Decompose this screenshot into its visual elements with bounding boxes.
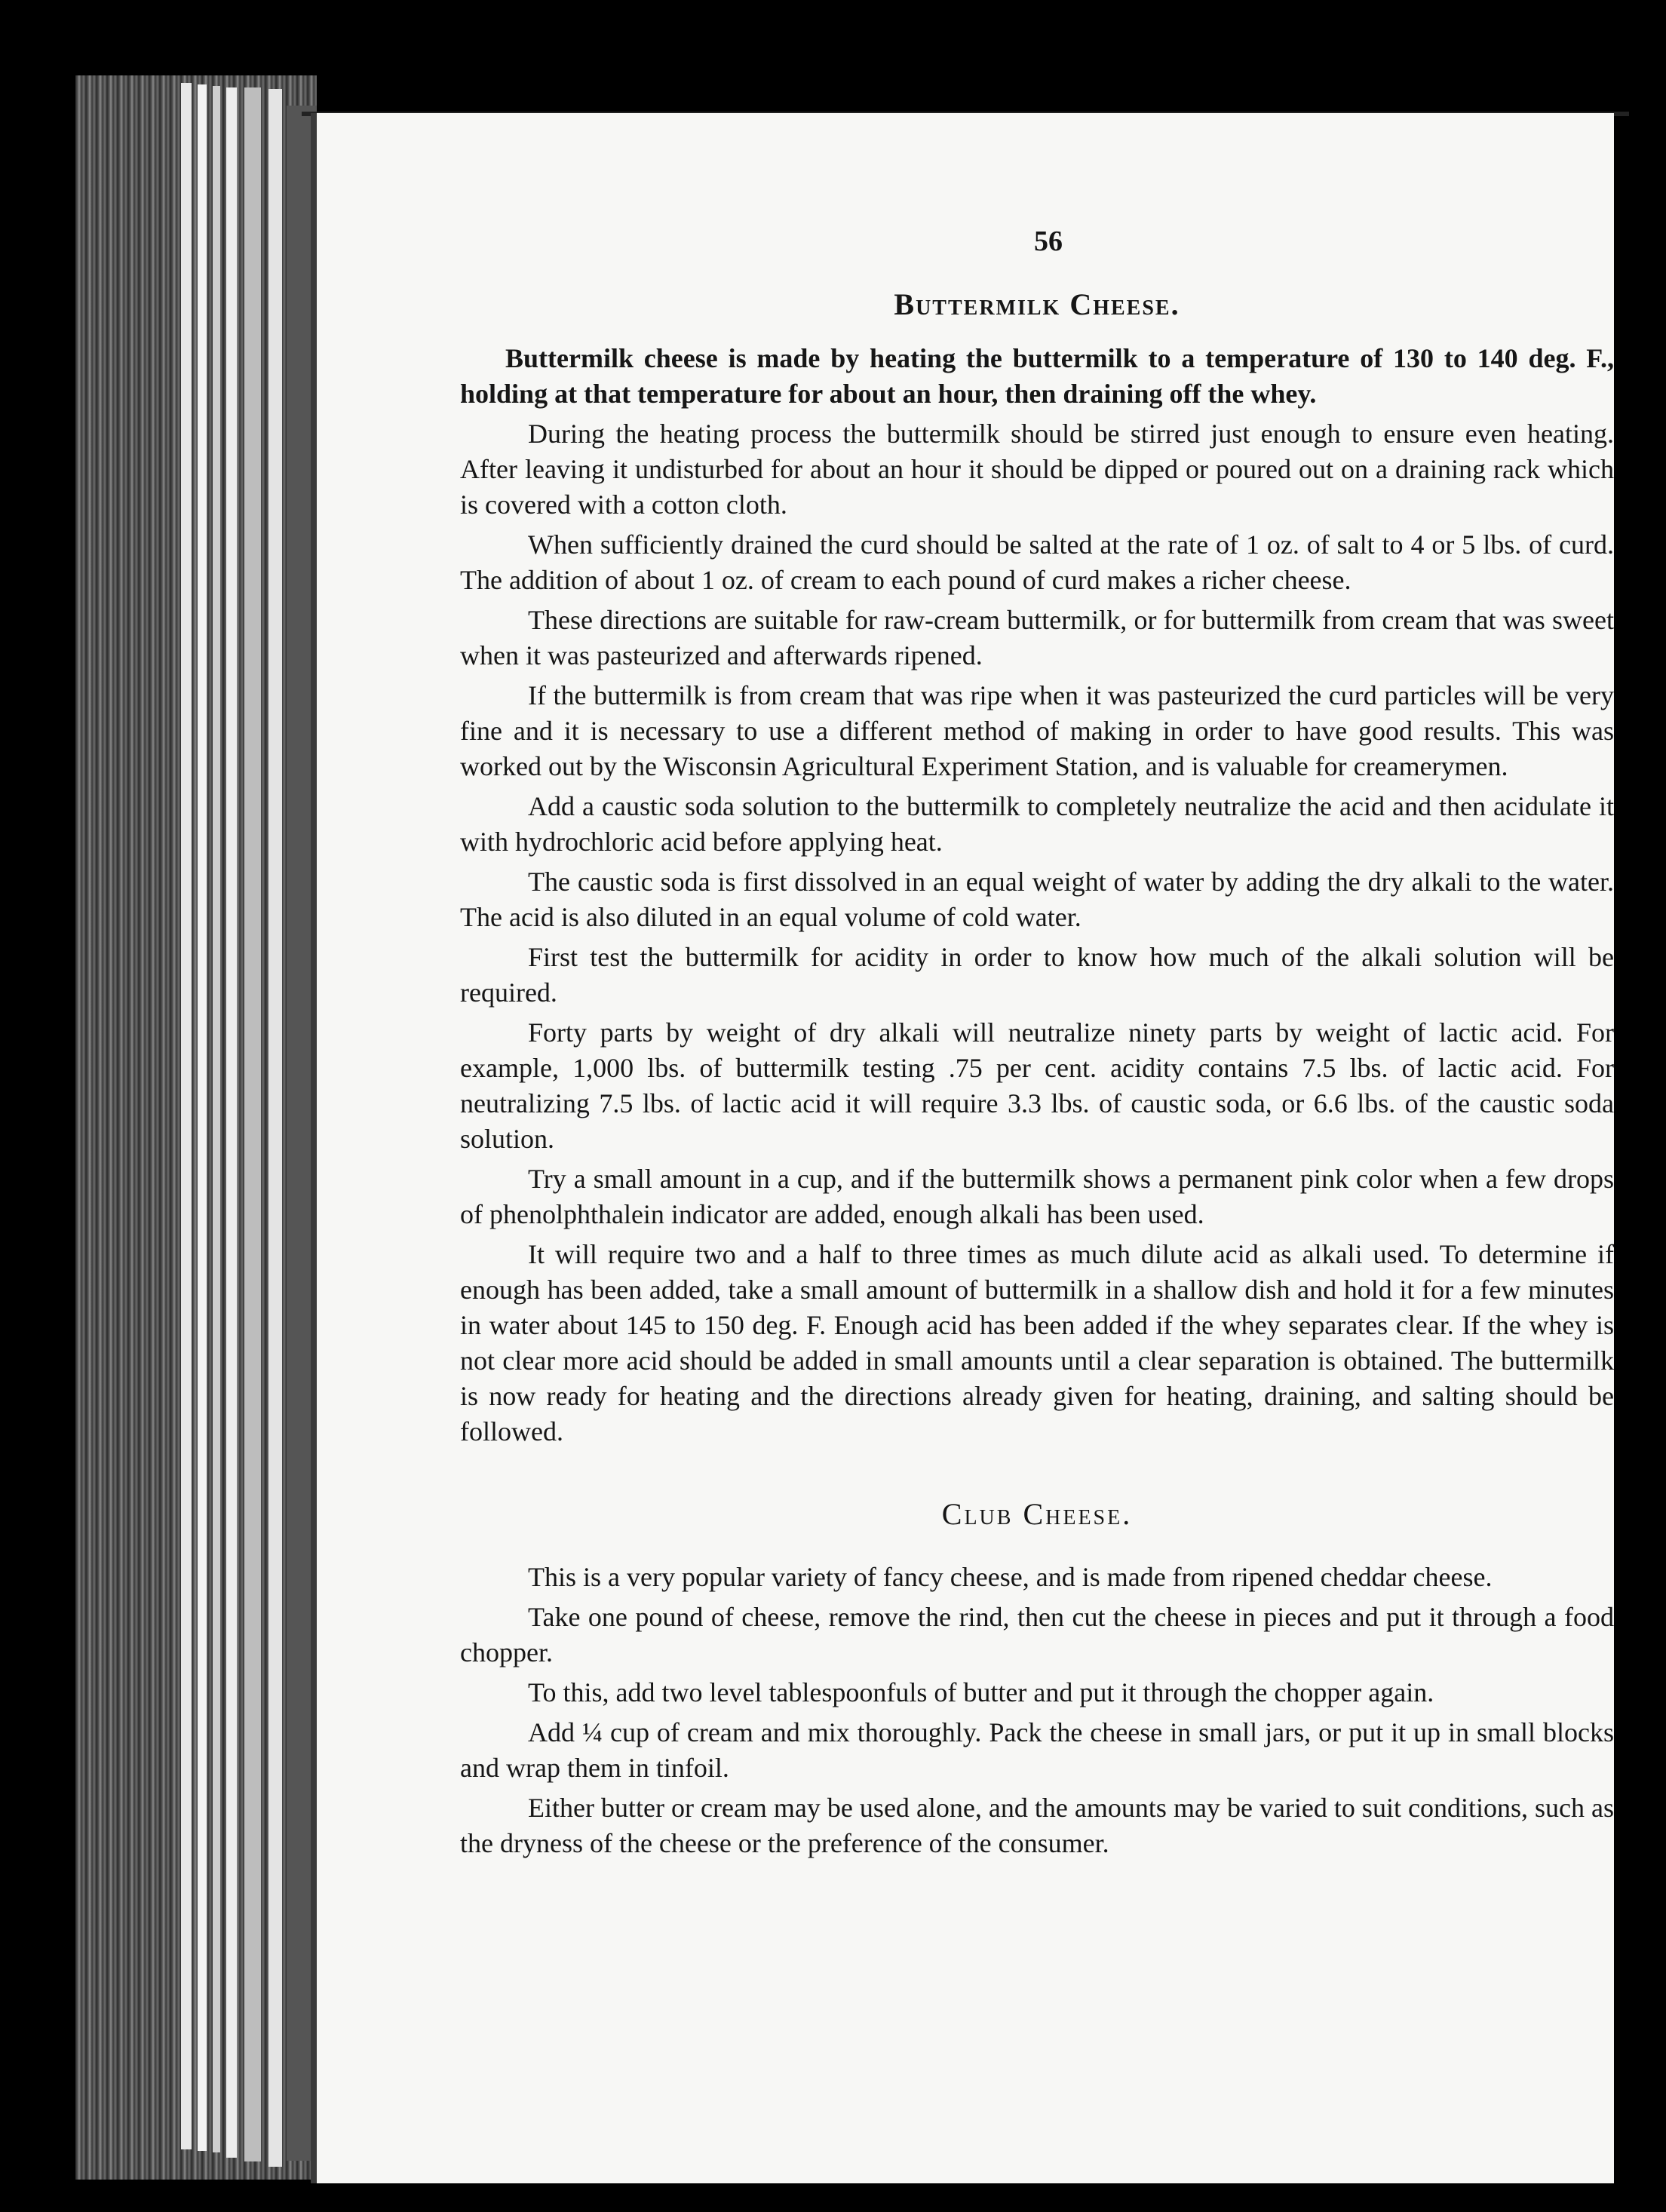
paragraph: Take one pound of cheese, remove the rind, then cut the cheese in pieces and put it through a food chopper. (460, 1602, 1614, 1667)
page-edge-strip (181, 83, 192, 2149)
paragraph: To this, add two level tablespoonfuls of butter and put it through the chopper again. (528, 1677, 1434, 1707)
paragraph: The caustic soda is first dissolved in an equal weight of water by adding the dry alkali to the water. The acid is also diluted in an equal volume of cold water. (460, 867, 1614, 932)
paragraph: During the heating process the buttermilk should be stirred just enough to ensure even heating. After leaving it undisturbed for about an hour it should be dipped or poured out on a draining rack which is covered with a cotton cloth. (460, 419, 1614, 520)
paragraph: Forty parts by weight of dry alkali will neutralize ninety parts by weight of lactic acid. For example, 1,000 lbs. of buttermilk testing .75 per cent. acidity contains 7.5 lbs. of lactic acid. For neutralizing 7.5 lbs. of lactic acid it will require 3.3 lbs. of caustic soda, or 6.6 lbs. of the caustic soda solution. (460, 1017, 1614, 1154)
paragraph: It will require two and a half to three times as much dilute acid as alkali used. To determine if enough has been added, take a small amount of buttermilk in a shallow dish and hold it for a few minutes in water about 145 to 150 deg. F. Enough acid has been added if the whey separates clear. If the whey is not clear more acid should be added in small amounts until a clear separation is obtained. The buttermilk is now ready for heating and the directions already given for heating, draining, and salting should be followed. (460, 1239, 1614, 1447)
paragraph: These directions are suitable for raw-cream buttermilk, or for buttermilk from cream that was sweet when it was pasteurized and afterwards ripened. (460, 605, 1614, 670)
paragraph: When sufficiently drained the curd should be salted at the rate of 1 oz. of salt to 4 or 5 lbs. of curd. The addition of about 1 oz. of cream to each pound of curd makes a richer cheese. (460, 529, 1614, 595)
paragraph: This is a very popular variety of fancy cheese, and is made from ripened cheddar cheese. (528, 1562, 1493, 1592)
section-heading-club-cheese: Club Cheese. (941, 1497, 1133, 1531)
page-edge-strip (244, 87, 261, 2161)
page-text (460, 219, 1614, 1866)
paragraph: If the buttermilk is from cream that was ripe when it was pasteurized the curd particles will be very fine and it is necessary to use a different method of making in order to have good results. This was worked out by the Wisconsin Agricultural Experiment Station, and is valuable for creamerymen. (460, 680, 1614, 781)
section-heading-buttermilk-cheese: Buttermilk Cheese. (894, 287, 1180, 321)
paragraph: Add a caustic soda solution to the buttermilk to completely neutralize the acid and then acidulate it with hydrochloric acid before applying heat. (460, 791, 1614, 857)
page-edge-strip (226, 87, 237, 2158)
paragraph: Add ¼ cup of cream and mix thoroughly. Pack the cheese in small jars, or put it up in small blocks and wrap them in tinfoil. (460, 1717, 1614, 1783)
paragraph: Buttermilk cheese is made by heating the buttermilk to a temperature of 130 to 140 deg. F., holding at that temperature for about an hour, then draining off the whey. (460, 343, 1614, 409)
page-edge-strip (268, 89, 282, 2167)
paragraph: Either butter or cream may be used alone, and the amounts may be varied to suit conditions, such as the dryness of the cheese or the preference of the consumer. (460, 1793, 1614, 1858)
page-edge-strip (213, 86, 220, 2152)
paragraph: Try a small amount in a cup, and if the buttermilk shows a permanent pink color when a few drops of phenolphthalein indicator are added, enough alkali has been used. (460, 1164, 1614, 1229)
page-edge-strip (198, 84, 207, 2151)
paragraph: First test the buttermilk for acidity in order to know how much of the alkali solution will be required. (460, 942, 1614, 1008)
page-number: 56 (1034, 225, 1063, 257)
